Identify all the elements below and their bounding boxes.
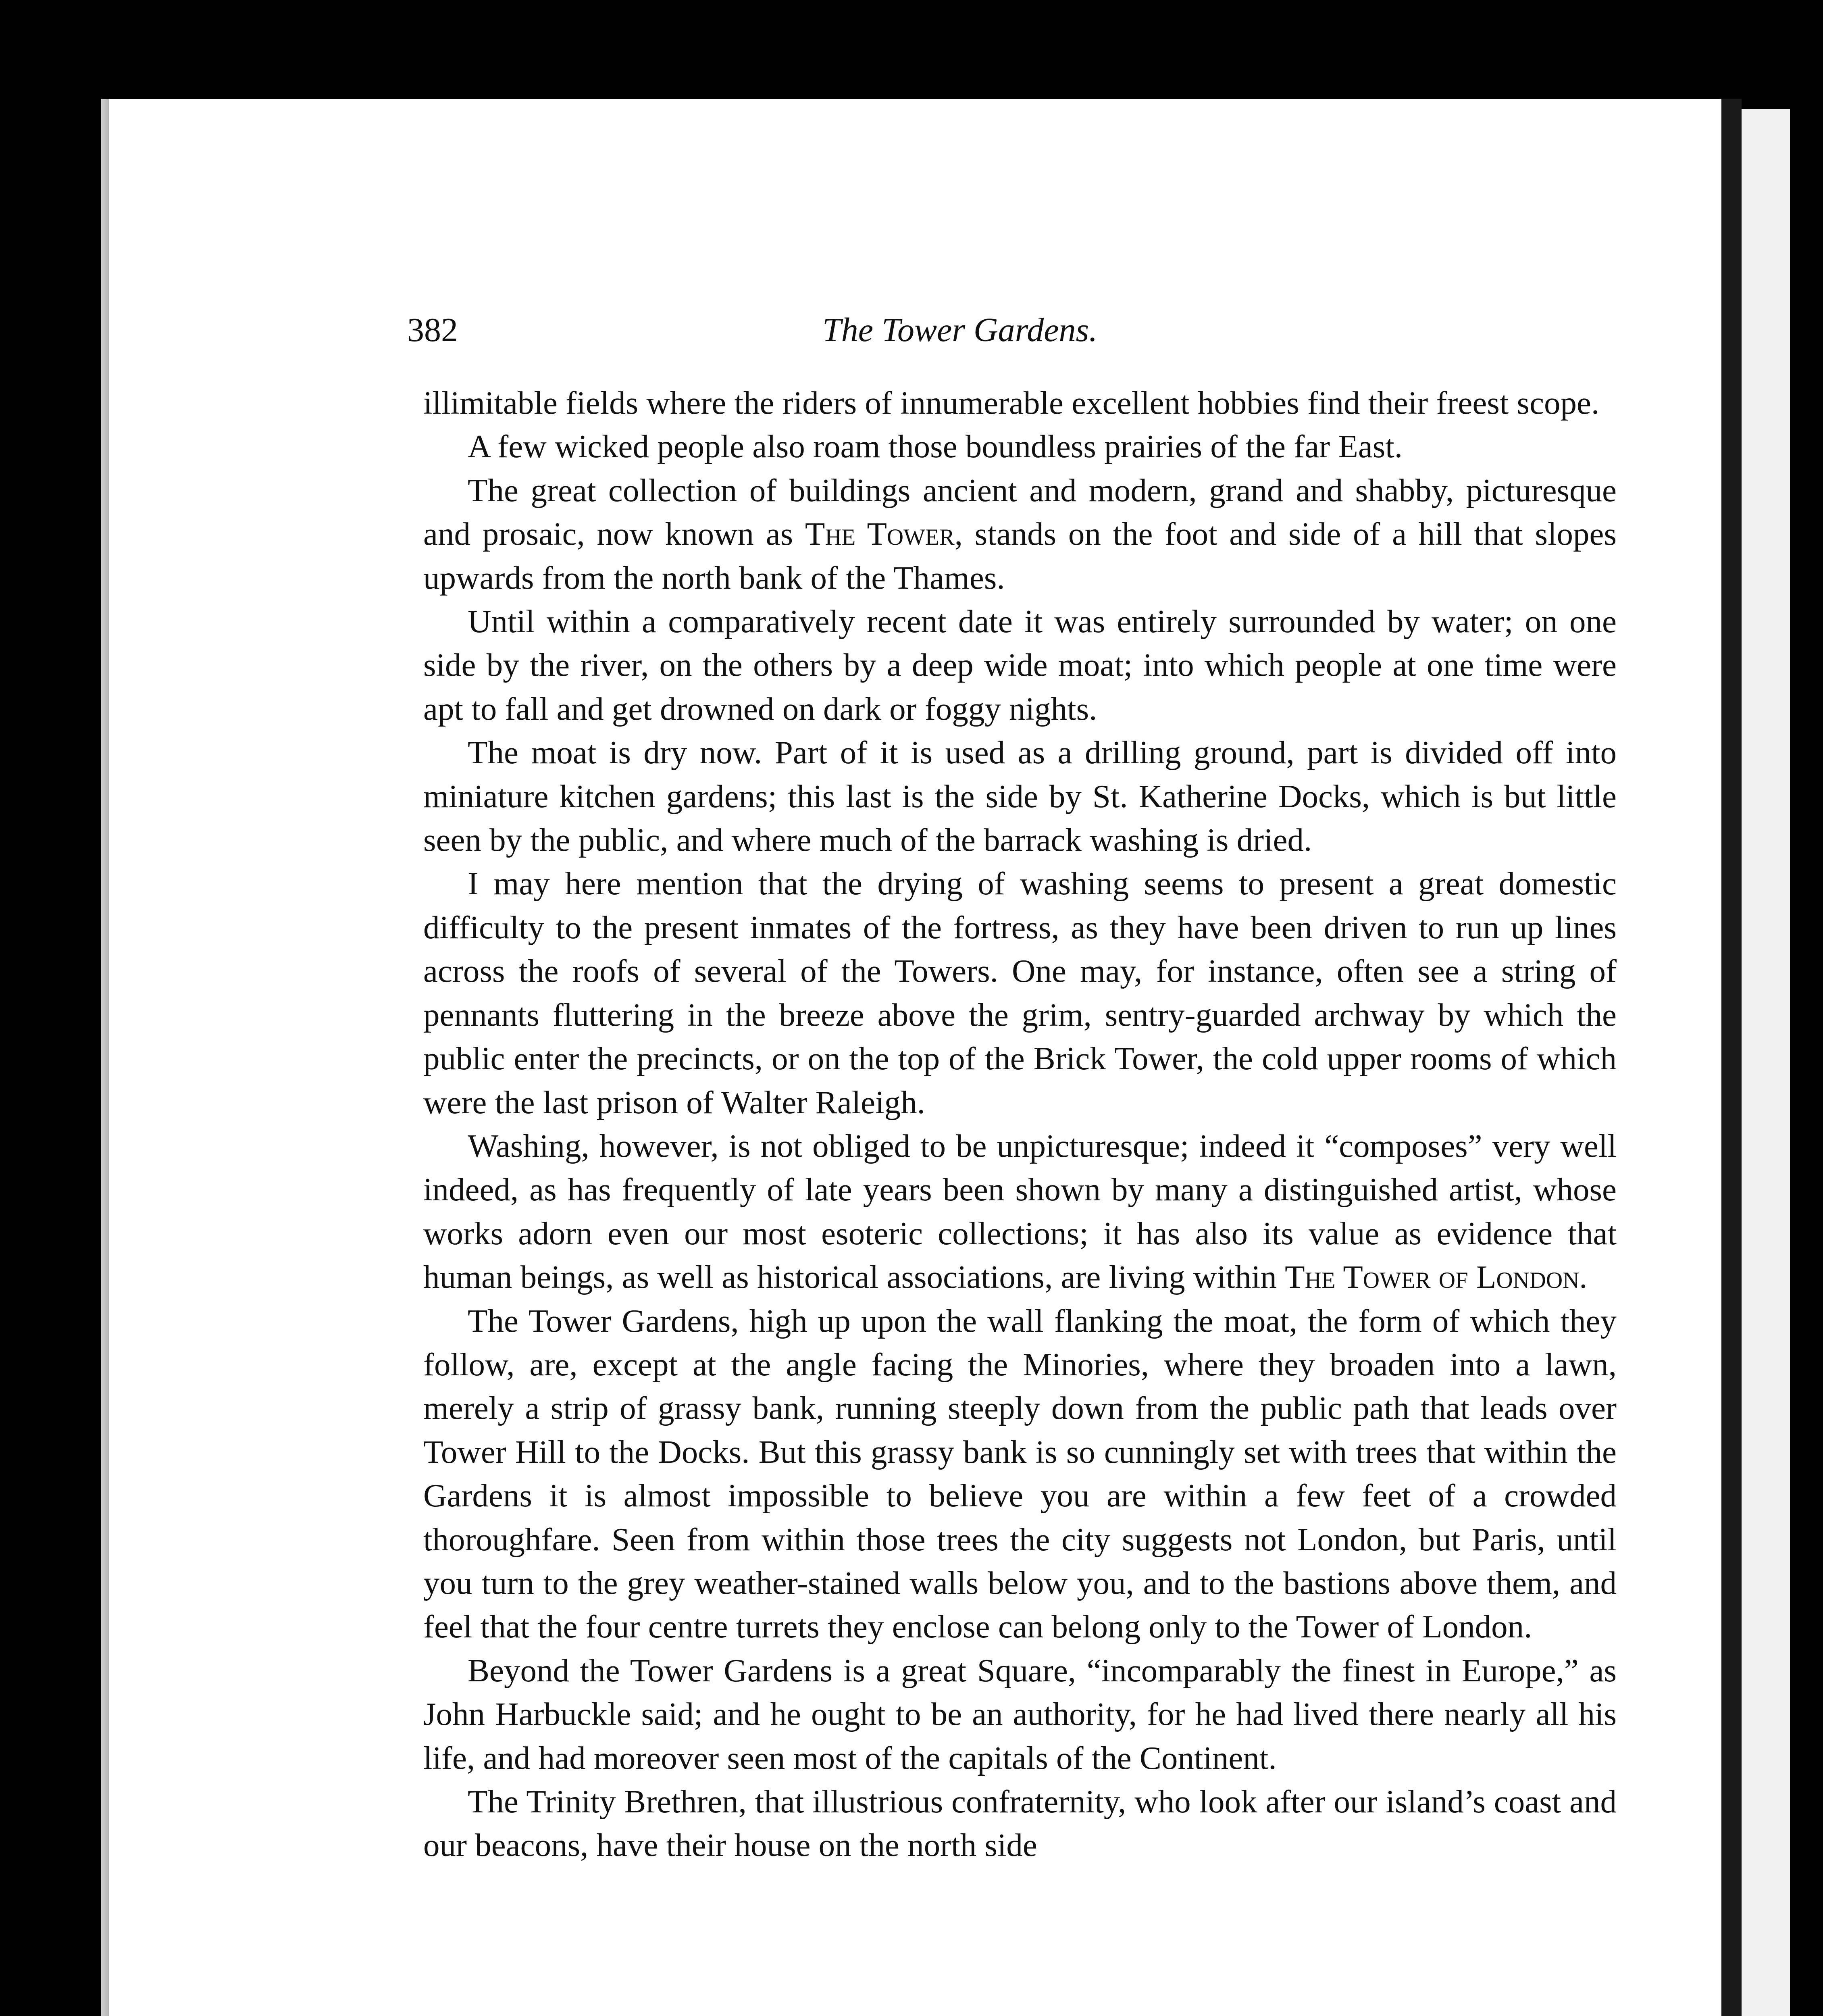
paragraph: The Tower Gardens, high up upon the wall flanking the moat, the form of which they follow, are, except at the angle facing the Minories, where they broaden into a lawn, merely a strip of grassy bank, running steeply down from the public path that leads over Tower Hill to the Docks. But this grassy bank is so cunningly set with trees that within the Gardens it is almost impossible to believe you are within a few feet of a crowded thoroughfare. Seen from within those trees the city suggests not London, but Paris, until you turn to the grey weather-stained walls below you, and to the bastions above them, and feel that the four centre turrets they enclose can belong only to the Tower of London. xyxy=(423,1302,1617,1645)
paragraph-text: , stands on the foot and side of a hill that slopes upwards from the north bank of the Thames. xyxy=(423,516,1617,596)
paragraph: The Trinity Brethren, that illustrious confraternity, who look after our island’s coast and our beacons, have their house on the north side xyxy=(423,1783,1617,1864)
paragraph-text: The great collection of buildings ancient and modern, grand and shabby, picturesque and prosaic, now known as xyxy=(423,472,1617,552)
body-text xyxy=(423,381,1617,1867)
small-caps-text: The Tower xyxy=(805,516,955,552)
running-head: The Tower Gardens. xyxy=(822,311,1098,349)
paragraph-text: . xyxy=(1579,1259,1588,1295)
paragraph: I may here mention that the drying of washing seems to present a great domestic difficulty to the present inmates of the fortress, as they have been driven to run up lines across the roofs of several of the Towers. One may, for instance, often see a string of pennants fluttering in the breeze above the grim, sentry-guarded archway by which the public enter the precincts, or on the top of the Brick Tower, the cold upper rooms of which were the last prison of Walter Raleigh. xyxy=(423,865,1617,1120)
small-caps-text: The Tower of London xyxy=(1285,1259,1580,1295)
paragraph: Until within a comparatively recent date it was entirely surrounded by water; on one side by the river, on the others by a deep wide moat; into which people at one time were apt to fall and get drowned on dark or foggy nights. xyxy=(423,603,1617,727)
page-header xyxy=(407,310,1609,355)
paragraph: Beyond the Tower Gardens is a great Square, “incomparably the finest in Europe,” as John Harbuckle said; and he ought to be an authority, for he had lived there nearly all his life, and had moreover seen most of the capitals of the Continent. xyxy=(423,1652,1617,1776)
paragraph: illimitable fields where the riders of innumerable excellent hobbies find their freest scope. xyxy=(423,385,1600,421)
page-edge-shadow xyxy=(1721,99,1742,2016)
paragraph-text: Washing, however, is not obliged to be unpicturesque; indeed it “composes” very well indeed, as has frequently of late years been shown by many a distinguished artist, whose works adorn even our most esoteric collections; it has also its value as evidence that human beings, as well as historical associations, are living within xyxy=(423,1127,1617,1295)
paragraph: A few wicked people also roam those boundless prairies of the far East. xyxy=(468,428,1403,465)
paragraph xyxy=(423,469,1617,600)
page-number: 382 xyxy=(407,311,458,349)
paragraph: The moat is dry now. Part of it is used as a drilling ground, part is divided off into miniature kitchen gardens; this last is the side by St. Katherine Docks, which is but little seen by the public, and where much of the barrack washing is dried. xyxy=(423,734,1617,858)
adjacent-page-sliver xyxy=(1742,109,1790,2016)
paragraph xyxy=(423,1124,1617,1299)
